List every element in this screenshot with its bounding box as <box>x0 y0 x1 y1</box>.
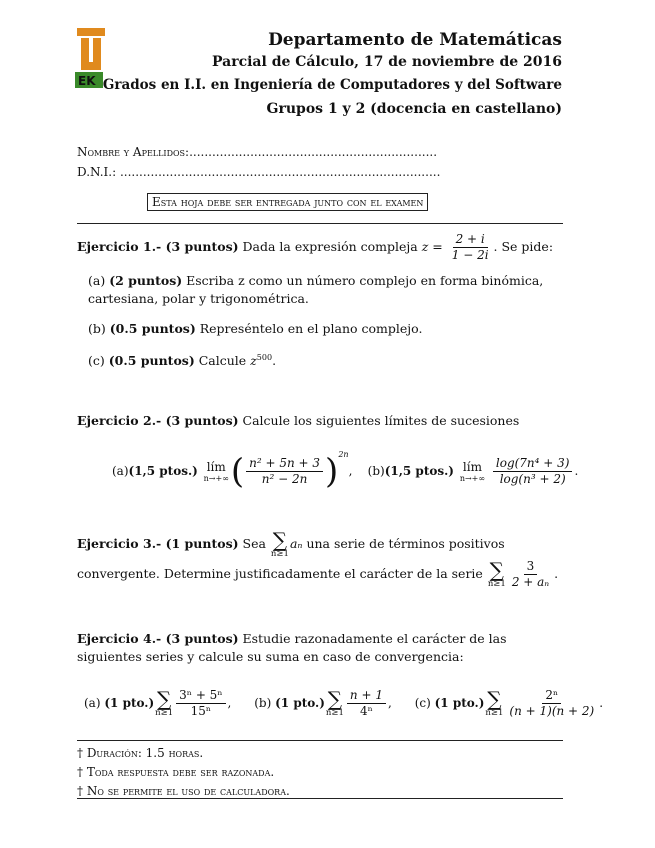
ex4-a-label: (a) <box>84 696 101 710</box>
ex3-term: aₙ <box>289 536 303 551</box>
ex1-c-text: Calcule <box>198 353 247 369</box>
ex2-title: Ejercicio 2.- (3 puntos) <box>77 413 239 428</box>
exercise-1 <box>77 232 563 263</box>
footer-calculator: † No se permite el uso de calculadora. <box>77 784 290 798</box>
ex1-item-a <box>88 272 563 308</box>
ex3-sigma-icon-2: ∑ <box>489 558 504 582</box>
ex1-c-end: . <box>272 353 277 369</box>
ex2-a-pts: (1,5 ptos.) <box>128 464 198 478</box>
ex1-fraction <box>449 232 492 263</box>
ex1-b-pts: (0.5 puntos) <box>109 321 196 336</box>
ex2-sep: , <box>348 464 353 478</box>
ex4-b-sigma-icon: ∑ <box>327 687 343 711</box>
ex2-a-fraction <box>246 456 323 487</box>
ex1-b-label: (b) <box>88 321 106 336</box>
ex2-a-label: (a) <box>112 464 129 478</box>
ex3-sum-1 <box>271 530 289 559</box>
ex1-z: z = <box>421 239 443 254</box>
ex2-left-paren: ( <box>230 451 245 492</box>
ex4-a-num: 3ⁿ + 5ⁿ <box>176 688 225 704</box>
ex2-b-lim-sub: n→+∞ <box>459 474 486 483</box>
ex4-b-label: (b) <box>254 696 272 710</box>
ex4-text: Estudie razonadamente el carácter de las siguientes series y calcule su suma en caso de convergencia: <box>77 631 507 664</box>
ex4-a-sigma-icon: ∑ <box>157 687 172 711</box>
ex4-c-fraction <box>506 688 597 719</box>
ex4-c-sum <box>485 689 503 718</box>
ex4-a-pts: (1 pto.) <box>104 696 155 710</box>
ex3-fraction <box>509 559 552 590</box>
ex2-b-label: (b) <box>367 464 385 478</box>
ex4-b-comma: , <box>387 696 392 710</box>
ex2-formulas <box>112 450 579 492</box>
divider-top <box>77 223 563 224</box>
ex2-b-num: log(7n⁴ + 3) <box>493 456 573 472</box>
ex4-b-num: n + 1 <box>347 688 386 704</box>
divider-footer <box>77 798 563 799</box>
ex1-item-b <box>88 320 563 338</box>
ex1-a-pts: (2 puntos) <box>109 273 183 288</box>
ex2-right-paren: ) <box>325 451 339 492</box>
ex4-c-label: (c) <box>414 696 431 710</box>
ex4-b-den: 4ⁿ <box>360 704 373 718</box>
ex3-t1: Sea <box>242 536 266 551</box>
footer-duration: † Duración: 1.5 horas. <box>77 746 204 760</box>
ex1-tail: . Se pide: <box>493 239 554 254</box>
ex4-a-sum <box>155 689 173 718</box>
ex4-formulas <box>84 687 604 719</box>
exam-title: Parcial de Cálculo, 17 de noviembre de 2016 <box>211 54 562 70</box>
ex1-a-label: (a) <box>88 273 106 288</box>
exercise-4 <box>77 630 563 666</box>
ex1-c-pts: (0.5 puntos) <box>108 353 195 369</box>
divider-bottom <box>77 740 563 741</box>
ex1-num: 2 + i <box>453 232 488 248</box>
ex2-b-lim <box>460 460 485 483</box>
logo-text: EK <box>78 74 96 88</box>
ex3-sum-2 <box>488 560 506 589</box>
ex4-c-sub: n≥1 <box>485 708 504 718</box>
exercise-2 <box>77 412 563 430</box>
ex2-a-den: n² − 2n <box>261 472 308 486</box>
ex4-c-sigma-icon: ∑ <box>487 687 502 711</box>
ex3-sum-1-sub: n≥1 <box>270 549 289 559</box>
ex2-a-num: n² + 5n + 3 <box>246 456 323 472</box>
degrees-title: Grados en I.I. en Ingeniería de Computadores y del Software <box>102 77 562 93</box>
ex2-b-den: log(n³ + 2) <box>499 472 566 486</box>
exercise-3 <box>77 530 563 590</box>
ex4-title: Ejercicio 4.- (3 puntos) <box>77 631 239 646</box>
ex4-a-sub: n≥1 <box>155 708 174 718</box>
ex4-c-pts: (1 pto.) <box>434 696 485 710</box>
ex1-c-label: (c) <box>88 353 105 369</box>
ex4-c-den: (n + 1)(n + 2) <box>509 704 595 718</box>
ex1-item-c <box>88 349 563 370</box>
ex2-b-pts: (1,5 ptos.) <box>384 464 454 478</box>
ex1-c-math: z <box>250 353 257 369</box>
ex1-title: Ejercicio 1.- (3 puntos) <box>77 239 239 254</box>
ex2-a-lim-sub: n→+∞ <box>203 474 229 483</box>
ex1-den: 1 − 2i <box>451 248 489 262</box>
ex3-num: 3 <box>524 559 538 575</box>
ex4-b-sum <box>326 689 344 718</box>
notice-box: Esta hoja debe ser entregada junto con el examen <box>147 193 428 211</box>
name-field: Nombre y Apellidos:................................................................. <box>77 145 438 159</box>
ex4-b-fraction <box>347 688 386 719</box>
ex2-b-fraction <box>493 456 573 487</box>
logo-base <box>81 62 101 70</box>
ex3-den: 2 + aₙ <box>511 575 550 589</box>
ex2-text: Calcule los siguientes límites de sucesiones <box>242 413 520 428</box>
logo-top-bar <box>77 28 105 36</box>
ex2-a-lim <box>204 460 229 483</box>
ex4-a-comma: , <box>227 696 232 710</box>
ex1-b-text: Represéntelo en el plano complejo. <box>199 321 423 336</box>
ex4-end: . <box>599 696 604 710</box>
ex2-a-lim-text: lím <box>206 460 226 474</box>
ex4-a-fraction <box>176 688 225 719</box>
groups-title: Grupos 1 y 2 (docencia en castellano) <box>266 101 562 117</box>
ex1-text: Dada la expresión compleja <box>242 239 418 254</box>
ex4-b-sub: n≥1 <box>325 708 344 718</box>
ex3-title: Ejercicio 3.- (1 puntos) <box>77 536 239 551</box>
ex1-c-exp: 500 <box>256 353 273 362</box>
ex3-sigma-icon: ∑ <box>272 528 288 552</box>
ex2-end: . <box>574 464 579 478</box>
ex2-b-lim-text: lím <box>462 460 482 474</box>
dni-field: D.N.I.: .................................................................................... <box>77 165 441 179</box>
footer-reasoning: † Toda respuesta debe ser razonada. <box>77 765 275 779</box>
ex3-sum-2-sub: n≥1 <box>487 579 506 589</box>
ex4-c-num: 2ⁿ <box>542 688 561 704</box>
ex4-b-pts: (1 pto.) <box>275 696 325 710</box>
ex4-a-den: 15ⁿ <box>190 704 212 718</box>
ex3-end: . <box>554 566 559 581</box>
ex1-a-text: Escriba z como un número complejo en forma binómica, cartesiana, polar y trigonométrica. <box>88 273 544 306</box>
department-title: Departamento de Matemáticas <box>268 30 562 50</box>
ex2-a-exp: 2n <box>338 450 349 459</box>
ex3-t2: una serie de términos positivos convergente. Determine justificadamente el carácter de la serie <box>77 536 505 581</box>
